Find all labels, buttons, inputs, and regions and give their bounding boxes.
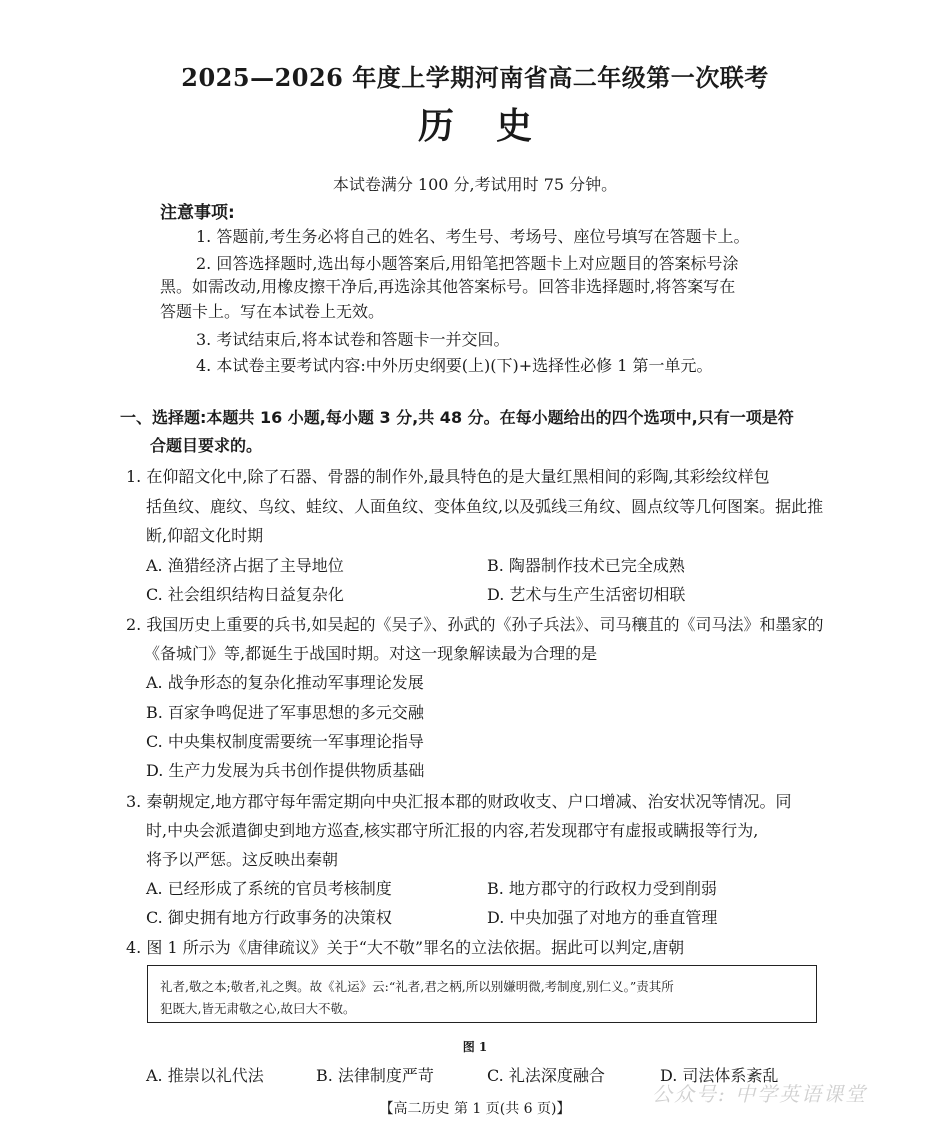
question-1-line: 断,仰韶文化时期 [146,526,264,545]
question-2-line: 2. 我国历史上重要的兵书,如吴起的《吴子》、孙武的《孙子兵法》、司马穰苴的《司马法》和墨家的 [126,615,824,634]
q2-option-d[interactable]: D. 生产力发展为兵书创作提供物质基础 [146,761,425,780]
q4-option-d[interactable]: D. 司法体系紊乱 [660,1066,779,1085]
section-heading-cont: 合题目要求的。 [150,436,263,455]
watermark: 公众号: 中学英语课堂 [652,1082,868,1106]
notice-item: 黑。如需改动,用橡皮擦干净后,再选涂其他答案标号。回答非选择题时,将答案写在 [160,277,736,296]
q2-option-c[interactable]: C. 中央集权制度需要统一军事理论指导 [146,732,424,751]
q4-option-b[interactable]: B. 法律制度严苛 [316,1066,434,1085]
question-3-line: 3. 秦朝规定,地方郡守每年需定期向中央汇报本郡的财政收支、户口增减、治安状况等情况。同 [126,792,792,811]
question-1-line: 1. 在仰韶文化中,除了石器、骨器的制作外,最具特色的是大量红黑相间的彩陶,其彩绘纹样包 [126,467,770,486]
exam-info: 本试卷满分 100 分,考试用时 75 分钟。 [332,175,618,194]
notice-item: 1. 答题前,考生务必将自己的姓名、考生号、考场号、座位号填写在答题卡上。 [196,227,750,246]
q1-option-a[interactable]: A. 渔猎经济占据了主导地位 [146,556,344,575]
page-footer: 【高二历史 第 1 页(共 6 页)】 [379,1101,571,1117]
quote-line: 犯既大,皆无肃敬之心,故曰大不敬。 [160,1001,356,1016]
q4-option-a[interactable]: A. 推崇以礼代法 [146,1066,264,1085]
notice-item: 3. 考试结束后,将本试卷和答题卡一并交回。 [196,330,510,349]
figure-caption: 图 1 [462,1040,488,1054]
q3-option-a[interactable]: A. 已经形成了系统的官员考核制度 [146,879,392,898]
quote-line: 礼者,敬之本;敬者,礼之舆。故《礼运》云:“礼者,君之柄,所以别嫌明微,考制度,别仁义。”责其所 [160,979,674,994]
notice-item: 答题卡上。写在本试卷上无效。 [160,302,385,321]
q2-option-b[interactable]: B. 百家争鸣促进了军事思想的多元交融 [146,703,424,722]
notice-heading: 注意事项: [160,203,235,223]
quote-box [147,965,817,1023]
question-1-line: 括鱼纹、鹿纹、鸟纹、蛙纹、人面鱼纹、变体鱼纹,以及弧线三角纹、圆点纹等几何图案。据此推 [146,497,824,516]
section-heading: 一、选择题:本题共 16 小题,每小题 3 分,共 48 分。在每小题给出的四个选项中,只有一项是符 [120,408,794,427]
question-3-line: 时,中央会派遣御史到地方巡查,核实郡守所汇报的内容,若发现郡守有虚报或瞒报等行为, [146,821,759,840]
question-4-line: 4. 图 1 所示为《唐律疏议》关于“大不敬”罪名的立法依据。据此可以判定,唐朝 [126,938,685,957]
q1-option-c[interactable]: C. 社会组织结构日益复杂化 [146,585,344,604]
q1-option-b[interactable]: B. 陶器制作技术已完全成熟 [487,556,685,575]
q3-option-b[interactable]: B. 地方郡守的行政权力受到削弱 [487,879,717,898]
q3-option-c[interactable]: C. 御史拥有地方行政事务的决策权 [146,908,392,927]
q4-option-c[interactable]: C. 礼法深度融合 [487,1066,605,1085]
exam-title: 2025—2026 年度上学期河南省高二年级第一次联考 [181,63,769,92]
notice-item: 4. 本试卷主要考试内容:中外历史纲要(上)(下)+选择性必修 1 第一单元。 [196,356,713,375]
question-2-line: 《备城门》等,都诞生于战国时期。对这一现象解读最为合理的是 [144,644,598,663]
notice-item: 2. 回答选择题时,选出每小题答案后,用铅笔把答题卡上对应题目的答案标号涂 [196,254,739,273]
q3-option-d[interactable]: D. 中央加强了对地方的垂直管理 [487,908,718,927]
q2-option-a[interactable]: A. 战争形态的复杂化推动军事理论发展 [146,673,424,692]
q1-option-d[interactable]: D. 艺术与生产生活密切相联 [487,585,686,604]
question-3-line: 将予以严惩。这反映出秦朝 [146,850,339,869]
subject-title: 历史 [417,105,574,147]
